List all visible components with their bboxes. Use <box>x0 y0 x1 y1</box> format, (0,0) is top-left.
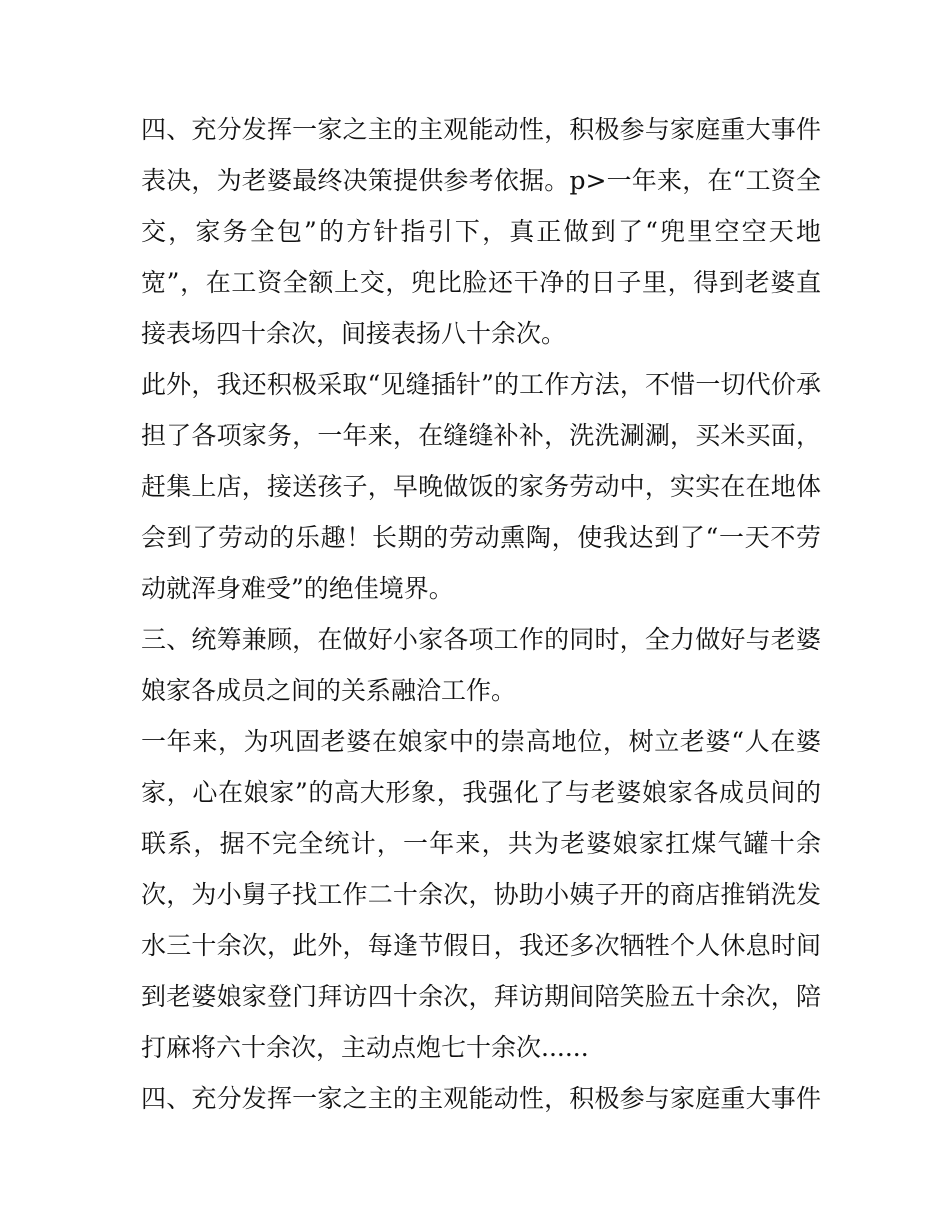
text-line-2: 表决，为老婆最终决策提供参考依据。p>一年来，在“工资全 <box>141 166 821 195</box>
text-line-18: 到老婆娘家登门拜访四十余次，拜访期间陪笑脸五十余次，陪 <box>141 982 821 1011</box>
text-line-9: 会到了劳动的乐趣！长期的劳动熏陶，使我达到了“一天不劳 <box>141 523 821 552</box>
text-line-12: 娘家各成员之间的关系融洽工作。 <box>141 676 517 705</box>
text-line-20: 四、充分发挥一家之主的主观能动性，积极参与家庭重大事件 <box>141 1084 821 1113</box>
text-line-19: 打麻将六十余次，主动点炮七十余次...... <box>141 1033 589 1062</box>
text-line-14: 家，心在娘家”的高大形象，我强化了与老婆娘家各成员间的 <box>141 778 821 807</box>
text-line-6: 此外，我还积极采取“见缝插针”的工作方法，不惜一切代价承 <box>141 370 821 399</box>
text-line-13: 一年来，为巩固老婆在娘家中的崇高地位，树立老婆“人在婆 <box>141 727 821 756</box>
text-line-16: 次，为小舅子找工作二十余次，协助小姨子开的商店推销洗发 <box>141 880 821 909</box>
text-line-8: 赶集上店，接送孩子，早晚做饭的家务劳动中，实实在在地体 <box>141 472 821 501</box>
text-line-11: 三、统筹兼顾，在做好小家各项工作的同时，全力做好与老婆 <box>141 625 821 654</box>
text-line-17: 水三十余次，此外，每逢节假日，我还多次牺牲个人休息时间 <box>141 931 821 960</box>
text-line-4: 宽”，在工资全额上交，兜比脸还干净的日子里，得到老婆直 <box>141 268 821 297</box>
text-line-3: 交，家务全包”的方针指引下，真正做到了“兜里空空天地 <box>141 217 821 246</box>
text-line-7: 担了各项家务，一年来，在缝缝补补，洗洗涮涮，买米买面， <box>141 421 821 450</box>
text-line-15: 联系，据不完全统计，一年来，共为老婆娘家扛煤气罐十余 <box>141 829 821 858</box>
text-line-5: 接表场四十余次，间接表扬八十余次。 <box>141 319 567 348</box>
text-line-10: 动就浑身难受”的绝佳境界。 <box>141 574 454 603</box>
text-line-1: 四、充分发挥一家之主的主观能动性，积极参与家庭重大事件 <box>141 115 821 144</box>
